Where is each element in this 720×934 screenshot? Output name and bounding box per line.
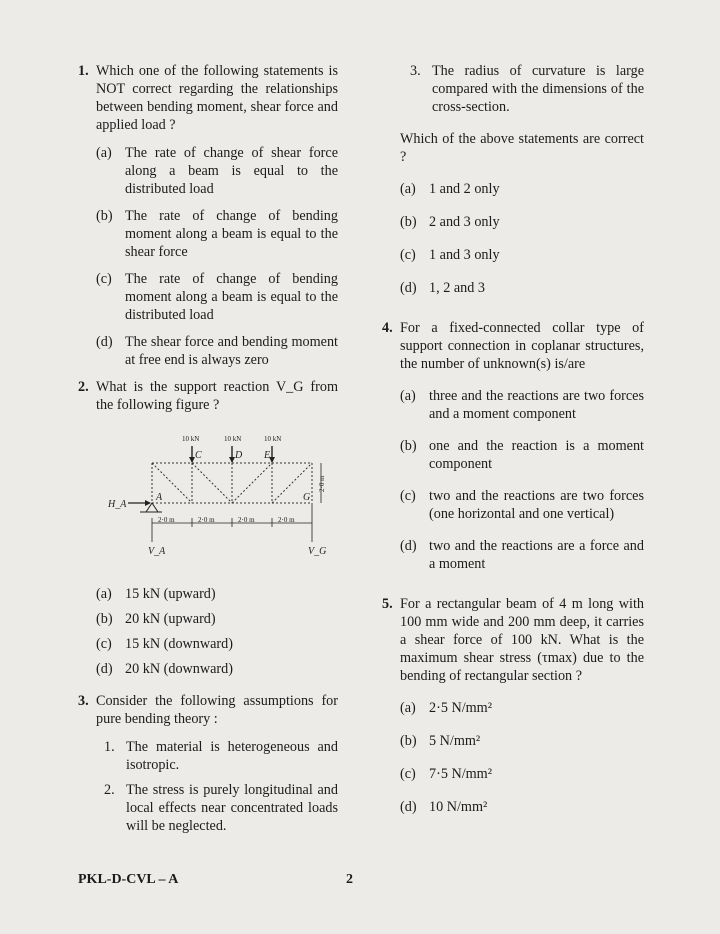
option-text: 7·5 N/mm² bbox=[429, 766, 492, 782]
option-text: 5 N/mm² bbox=[429, 733, 481, 749]
option-text: two and the reactions are a force and a moment bbox=[429, 538, 644, 572]
option-c bbox=[96, 635, 338, 653]
reaction-label: V_G bbox=[308, 546, 327, 557]
option-text: 2·5 N/mm² bbox=[429, 700, 492, 716]
option-label: (b) bbox=[400, 733, 417, 749]
question-1-options bbox=[96, 144, 338, 369]
option-c bbox=[96, 270, 338, 324]
question-3-prompt: Which of the above statements are correct ? bbox=[400, 131, 644, 165]
option-c bbox=[400, 487, 644, 523]
node-label: A bbox=[156, 492, 163, 503]
option-text: 2 and 3 only bbox=[429, 214, 500, 230]
option-text: The shear force and bending moment at free end is always zero bbox=[125, 334, 338, 368]
option-label: (c) bbox=[96, 636, 112, 652]
option-text: 15 kN (upward) bbox=[125, 586, 216, 602]
page-number: 2 bbox=[346, 872, 353, 887]
question-3 bbox=[78, 692, 338, 728]
question-5 bbox=[382, 595, 644, 685]
option-label: (b) bbox=[400, 438, 417, 454]
option-text: one and the reaction is a moment component bbox=[429, 438, 644, 472]
option-label: (a) bbox=[400, 388, 416, 404]
option-label: (a) bbox=[96, 145, 112, 161]
reaction-label: H_A bbox=[108, 499, 127, 510]
option-text: The rate of change of bending moment along a beam is equal to the shear force bbox=[125, 208, 338, 260]
option-label: (b) bbox=[96, 611, 113, 627]
option-text: 15 kN (downward) bbox=[125, 636, 233, 652]
question-2 bbox=[78, 378, 338, 414]
option-d bbox=[96, 333, 338, 369]
option-label: (b) bbox=[96, 208, 113, 224]
option-text: 1 and 2 only bbox=[429, 181, 500, 197]
question-text: For a rectangular beam of 4 m long with 100 mm wide and 200 mm deep, it carries a shear force of 100 kN. What is the maximum shear stress (τmax) due to the bending of rectangular section ? bbox=[400, 596, 644, 684]
option-label: (c) bbox=[400, 247, 416, 263]
load-label: 10 kN bbox=[264, 435, 282, 443]
option-b bbox=[96, 610, 338, 628]
option-b bbox=[96, 207, 338, 261]
statement-3 bbox=[410, 62, 644, 116]
truss-figure bbox=[92, 432, 327, 572]
load-label: 10 kN bbox=[182, 435, 200, 443]
option-label: (d) bbox=[400, 799, 417, 815]
question-text: Consider the following assumptions for pure bending theory : bbox=[96, 693, 338, 727]
statement-text: The stress is purely longitudinal and local effects near concentrated loads will be neglected. bbox=[126, 782, 338, 834]
question-number: 5. bbox=[382, 596, 393, 612]
question-4 bbox=[382, 319, 644, 373]
option-label: (c) bbox=[400, 488, 416, 504]
option-d bbox=[400, 798, 644, 816]
option-text: 20 kN (upward) bbox=[125, 611, 216, 627]
reaction-label: V_A bbox=[148, 546, 166, 557]
question-number: 2. bbox=[78, 379, 89, 395]
option-text: The rate of change of shear force along a beam is equal to the distributed load bbox=[125, 145, 338, 197]
option-a bbox=[96, 144, 338, 198]
option-label: (c) bbox=[96, 271, 112, 287]
option-label: (d) bbox=[96, 334, 113, 350]
option-text: 10 N/mm² bbox=[429, 799, 488, 815]
option-text: 1, 2 and 3 bbox=[429, 280, 485, 296]
left-column bbox=[78, 62, 338, 843]
node-label: D bbox=[235, 450, 243, 461]
question-number: 4. bbox=[382, 320, 393, 336]
option-d bbox=[400, 279, 644, 297]
option-label: (a) bbox=[400, 181, 416, 197]
span-label: 2·0 m bbox=[158, 516, 175, 524]
option-b bbox=[400, 437, 644, 473]
option-a bbox=[96, 585, 338, 603]
option-c bbox=[400, 246, 644, 264]
span-label: 2·0 m bbox=[198, 516, 215, 524]
question-3-statements-continued bbox=[410, 62, 644, 116]
option-d bbox=[400, 537, 644, 573]
question-text: What is the support reaction V_G from the following figure ? bbox=[96, 379, 338, 413]
statement-text: The material is heterogeneous and isotropic. bbox=[126, 739, 338, 773]
span-label: 2·0 m bbox=[278, 516, 295, 524]
question-text: For a fixed-connected collar type of support connection in coplanar structures, the number of unknown(s) is/are bbox=[400, 320, 644, 372]
statement-number: 2. bbox=[104, 782, 115, 798]
option-text: three and the reactions are two forces and a moment component bbox=[429, 388, 644, 422]
option-c bbox=[400, 765, 644, 783]
question-3-statements bbox=[104, 738, 338, 835]
height-label: 2·0 m bbox=[318, 475, 326, 492]
option-text: two and the reactions are two forces (one horizontal and one vertical) bbox=[429, 488, 644, 522]
option-a bbox=[400, 387, 644, 423]
truss-members bbox=[152, 463, 312, 503]
load-label: 10 kN bbox=[224, 435, 242, 443]
statement-2 bbox=[104, 781, 338, 835]
question-4-options bbox=[400, 387, 644, 573]
statement-text: The radius of curvature is large compared with the dimensions of the cross-section. bbox=[432, 63, 644, 115]
statement-number: 1. bbox=[104, 739, 115, 755]
node-label: C bbox=[195, 450, 202, 461]
question-3-options bbox=[400, 180, 644, 297]
option-label: (d) bbox=[96, 661, 113, 677]
statement-1 bbox=[104, 738, 338, 774]
option-text: 1 and 3 only bbox=[429, 247, 500, 263]
question-2-options bbox=[96, 585, 338, 678]
span-label: 2·0 m bbox=[238, 516, 255, 524]
question-number: 3. bbox=[78, 693, 89, 709]
option-text: 20 kN (downward) bbox=[125, 661, 233, 677]
statement-number: 3. bbox=[410, 63, 421, 79]
question-1 bbox=[78, 62, 338, 134]
option-text: The rate of change of bending moment along a beam is equal to the distributed load bbox=[125, 271, 338, 323]
option-a bbox=[400, 180, 644, 198]
option-label: (a) bbox=[96, 586, 112, 602]
option-label: (a) bbox=[400, 700, 416, 716]
option-b bbox=[400, 732, 644, 750]
option-label: (b) bbox=[400, 214, 417, 230]
question-text: Which one of the following statements is NOT correct regarding the relationships between bending moment, shear force and applied load ? bbox=[96, 63, 338, 133]
option-a bbox=[400, 699, 644, 717]
option-label: (d) bbox=[400, 538, 417, 554]
option-d bbox=[96, 660, 338, 678]
right-column bbox=[382, 62, 644, 831]
node-label: G bbox=[303, 492, 311, 503]
option-label: (c) bbox=[400, 766, 416, 782]
paper-code: PKL-D-CVL – A bbox=[78, 872, 179, 887]
option-b bbox=[400, 213, 644, 231]
question-number: 1. bbox=[78, 63, 89, 79]
question-5-options bbox=[400, 699, 644, 816]
node-label: E bbox=[264, 450, 271, 461]
option-label: (d) bbox=[400, 280, 417, 296]
